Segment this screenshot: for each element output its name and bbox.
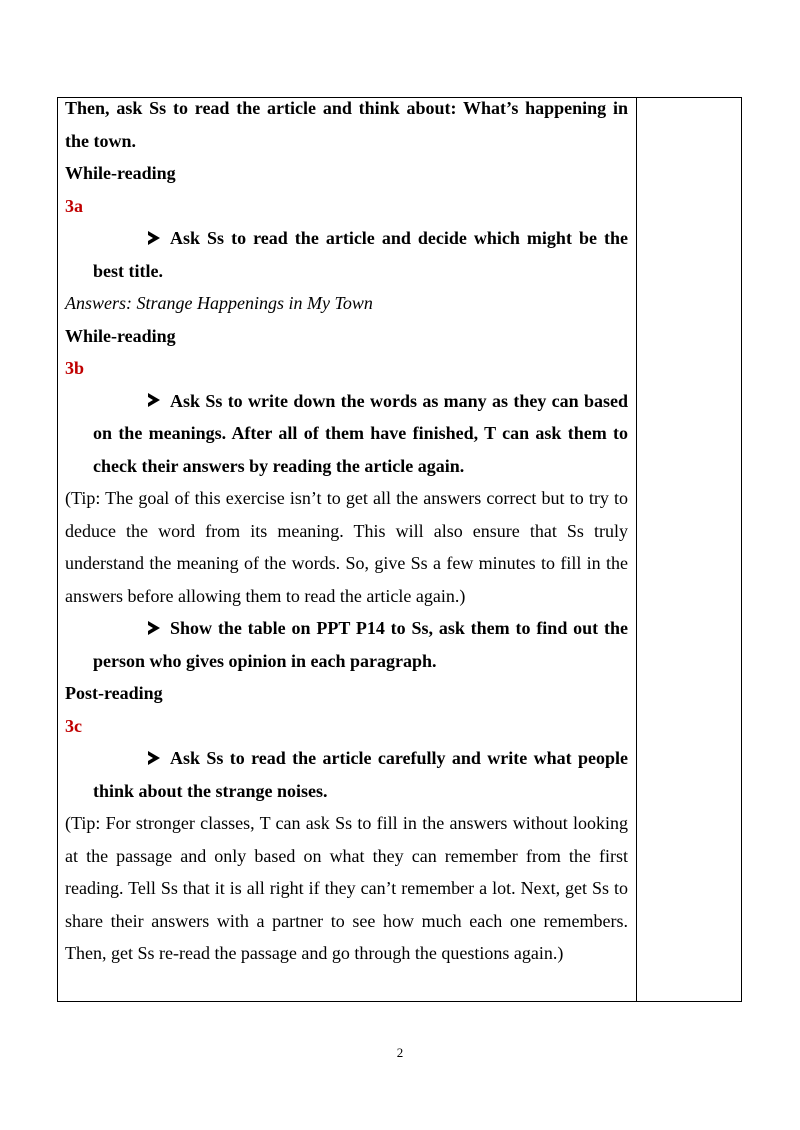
intro-text: Then, ask Ss to read the article and think about: What’s happening in the town. [65, 98, 628, 151]
arrow-bullet-icon [148, 393, 160, 407]
bullet-text-3a: Ask Ss to read the article and decide which might be the best title. [93, 228, 628, 281]
table-cell-content [65, 92, 628, 970]
activity-label-3c: 3c [65, 715, 82, 736]
page-number: 2 [396, 1045, 404, 1060]
bullet-text-3b-2: Show the table on PPT P14 to Ss, ask them to find out the person who gives opinion in each paragraph. [93, 618, 628, 671]
section-heading-while-reading-2: While-reading [65, 325, 176, 346]
bullet-text-3c: Ask Ss to read the article carefully and write what people think about the strange noises. [93, 748, 628, 801]
bullet-text-3b: Ask Ss to write down the words as many as they can based on the meanings. After all of them have finished, T can ask them to check their answers by reading the article again. [93, 390, 628, 476]
activity-label-3b: 3b [65, 358, 85, 378]
activity-label-3a: 3a [65, 195, 83, 216]
section-heading-post-reading: Post-reading [65, 683, 163, 703]
bullet-item-3c [65, 742, 628, 807]
section-heading-while-reading: While-reading [65, 163, 176, 183]
table-column-divider [636, 97, 637, 1002]
arrow-bullet-icon [148, 231, 160, 245]
bullet-item-3b-2 [65, 612, 628, 677]
bullet-item-3b [65, 385, 628, 483]
tip-3c: (Tip: For stronger classes, T can ask Ss to fill in the answers without looking at the passage and only based on what they can remember from the first reading. Tell Ss that it is all right if they can’t remember a lot. Next, get Ss to share their answers with a partner to see how much each one remembers. Then, get Ss re-read the passage and go through the questions again.) [65, 813, 628, 963]
answers-3a: Answers: Strange Happenings in My Town [65, 293, 373, 313]
bullet-item-3a [65, 222, 628, 287]
tip-3b: (Tip: The goal of this exercise isn’t to get all the answers correct but to try to deduce the word from its meaning. This will also ensure that Ss truly understand the meaning of the words. So, give Ss a few minutes to fill in the answers before allowing them to read the article again.) [65, 488, 628, 606]
arrow-bullet-icon [148, 621, 160, 635]
arrow-bullet-icon [148, 751, 160, 765]
